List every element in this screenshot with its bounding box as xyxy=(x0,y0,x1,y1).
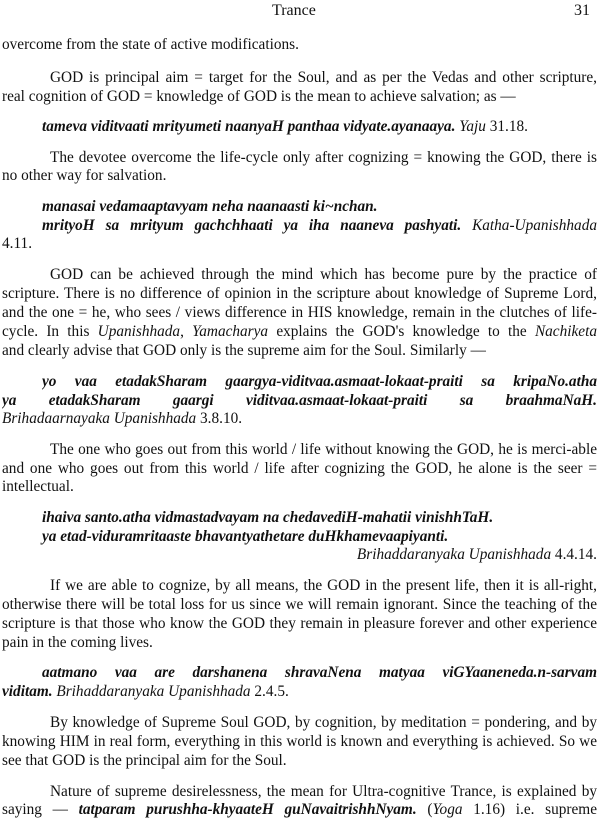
text-line xyxy=(2,477,597,497)
body-text: The one who goes out from this world / life without knowing the GOD, he is merci-able xyxy=(50,441,597,458)
text-line xyxy=(50,576,597,596)
text-line xyxy=(2,751,597,771)
body-text: 3.8.10. xyxy=(196,410,243,427)
body-text: GOD can be achieved through the mind which has become pure by the practice of xyxy=(50,266,597,283)
sanskrit-verse-text: ya etadakSharam gaargi viditvaa.asmaat-lokaat-praiti sa braahmaNaH. xyxy=(2,392,597,409)
italic-reference-text: Brihaddaranyaka Upanishhada xyxy=(356,546,552,563)
text-line xyxy=(2,35,597,55)
sanskrit-verse-text: viditam. xyxy=(2,683,53,700)
body-text: cycle. In this xyxy=(2,323,98,340)
sanskrit-verse-text: aatmano vaa are darshanena shravaNena matyaa viGYaaneneda.n-sarvam xyxy=(42,664,597,681)
text-line xyxy=(42,663,597,683)
body-text: 4.11. xyxy=(2,235,33,252)
body-text: 2.4.5. xyxy=(250,683,289,700)
text-line xyxy=(2,800,597,820)
body-text: 4.4.14. xyxy=(551,546,597,563)
text-line xyxy=(2,633,597,653)
text-line xyxy=(2,614,597,634)
body-text: 31.18. xyxy=(485,118,528,135)
text-line xyxy=(50,440,597,460)
body-text: and one who goes out from this world / life after cognizing the GOD, he alone is the seer = xyxy=(2,460,597,477)
body-text: overcome from the state of active modifications. xyxy=(2,36,299,53)
text-line xyxy=(2,409,597,429)
text-line xyxy=(42,216,597,236)
text-line xyxy=(2,322,597,342)
sanskrit-verse-text: tameva viditvaati mrityumeti naanyaH panthaa vidyate.ayanaaya. xyxy=(42,118,456,135)
italic-reference-text: Yoga xyxy=(432,801,463,818)
sanskrit-verse-text: mrityoH sa mrityum gachchhaati ya iha naaneva pashyati. xyxy=(42,217,462,234)
text-line xyxy=(2,732,597,752)
body-text: If we are able to cognize, by all means, the GOD in the present life, then it is all-right, xyxy=(50,577,597,594)
text-line xyxy=(2,545,597,565)
body-text: GOD is principal aim = target for the Soul, and as per the Vedas and other scripture, xyxy=(50,69,597,86)
text-line xyxy=(50,265,597,285)
body-text: and the one = he, who sees / views difference in HIS knowledge, remain in the clutches of life- xyxy=(2,304,597,321)
sanskrit-verse-text: ihaiva santo.atha vidmastadvayam na chedavediH-mahatii vinishhTaH. xyxy=(42,509,494,526)
text-line xyxy=(2,284,597,304)
body-text: By knowledge of Supreme Soul GOD, by cognition, by meditation = pondering, and by xyxy=(50,714,597,731)
text-line xyxy=(2,595,597,615)
body-text: 1.16) i.e. supreme xyxy=(462,801,597,818)
text-line xyxy=(2,303,597,323)
italic-reference-text: Nachiketa xyxy=(534,323,597,340)
body-text: see that GOD is the principal aim for the Soul. xyxy=(2,752,287,769)
running-header-title: Trance xyxy=(272,2,316,19)
italic-reference-text: Brihaddaranyaka Upanishhada xyxy=(52,683,251,700)
text-line xyxy=(2,391,597,411)
text-line xyxy=(42,197,597,217)
body-text: scripture is that those who know the GOD they remain in pleasure forever and other experience xyxy=(2,615,597,632)
sanskrit-verse-text: manasai vedamaaptavyam neha naanaasti ki~nchan. xyxy=(42,198,378,215)
text-line xyxy=(2,459,597,479)
body-text: saying — xyxy=(2,801,79,818)
body-text: explains the GOD's knowledge to the xyxy=(268,323,535,340)
text-line xyxy=(2,166,597,186)
sanskrit-verse-text: tatparam purushha-khyaateH guNavaitrishhNyam. xyxy=(78,801,417,818)
text-line xyxy=(42,508,597,528)
body-text: scripture. There is no difference of opinion in the scripture about knowledge of Supreme Lord, xyxy=(2,285,597,302)
text-line xyxy=(42,117,597,137)
italic-reference-text: Katha-Upanishhada xyxy=(461,217,597,234)
sanskrit-verse-text: yo vaa etadakSharam gaargya-viditvaa.asmaat-lokaat-praiti sa kripaNo.atha xyxy=(42,373,597,390)
text-line xyxy=(2,682,597,702)
italic-reference-text: Brihadaarnayaka Upanishhada xyxy=(2,410,197,427)
body-text: intellectual. xyxy=(2,478,74,495)
body-text: Nature of supreme desirelessness, the mean for Ultra-cognitive Trance, is explained by xyxy=(50,783,597,800)
text-line xyxy=(50,148,597,168)
body-text: knowing HIM in real form, everything in this world is known and everything is achieved. So we xyxy=(2,733,597,750)
text-line xyxy=(42,372,597,392)
body-text: The devotee overcome the life-cycle only after cognizing = knowing the GOD, there is xyxy=(50,149,597,166)
italic-reference-text: Yaju xyxy=(455,118,486,135)
text-line xyxy=(50,713,597,733)
italic-reference-text: Yamacharya xyxy=(192,323,269,340)
body-text: no other way for salvation. xyxy=(2,167,167,184)
text-line xyxy=(2,87,597,107)
body-text: real cognition of GOD = knowledge of GOD is the mean to achieve salvation; as — xyxy=(2,88,516,105)
body-text: pain in the coming lives. xyxy=(2,634,153,651)
page-number: 31 xyxy=(574,2,590,19)
text-line xyxy=(2,234,597,254)
body-text: ( xyxy=(416,801,433,818)
text-line xyxy=(2,341,597,361)
body-text: otherwise there will be total loss for us since we will remain ignorant. Since the teaching of the xyxy=(2,596,597,613)
body-text: , xyxy=(180,323,193,340)
body-text: and clearly advise that GOD only is the supreme aim for the Soul. Similarly — xyxy=(2,342,486,359)
text-line xyxy=(50,68,597,88)
text-line xyxy=(50,782,597,802)
sanskrit-verse-text: ya etad-viduramritaaste bhavantyathetare duHkhamevaapiyanti. xyxy=(42,528,449,545)
text-line xyxy=(42,527,597,547)
italic-reference-text: Upanishhada xyxy=(97,323,181,340)
